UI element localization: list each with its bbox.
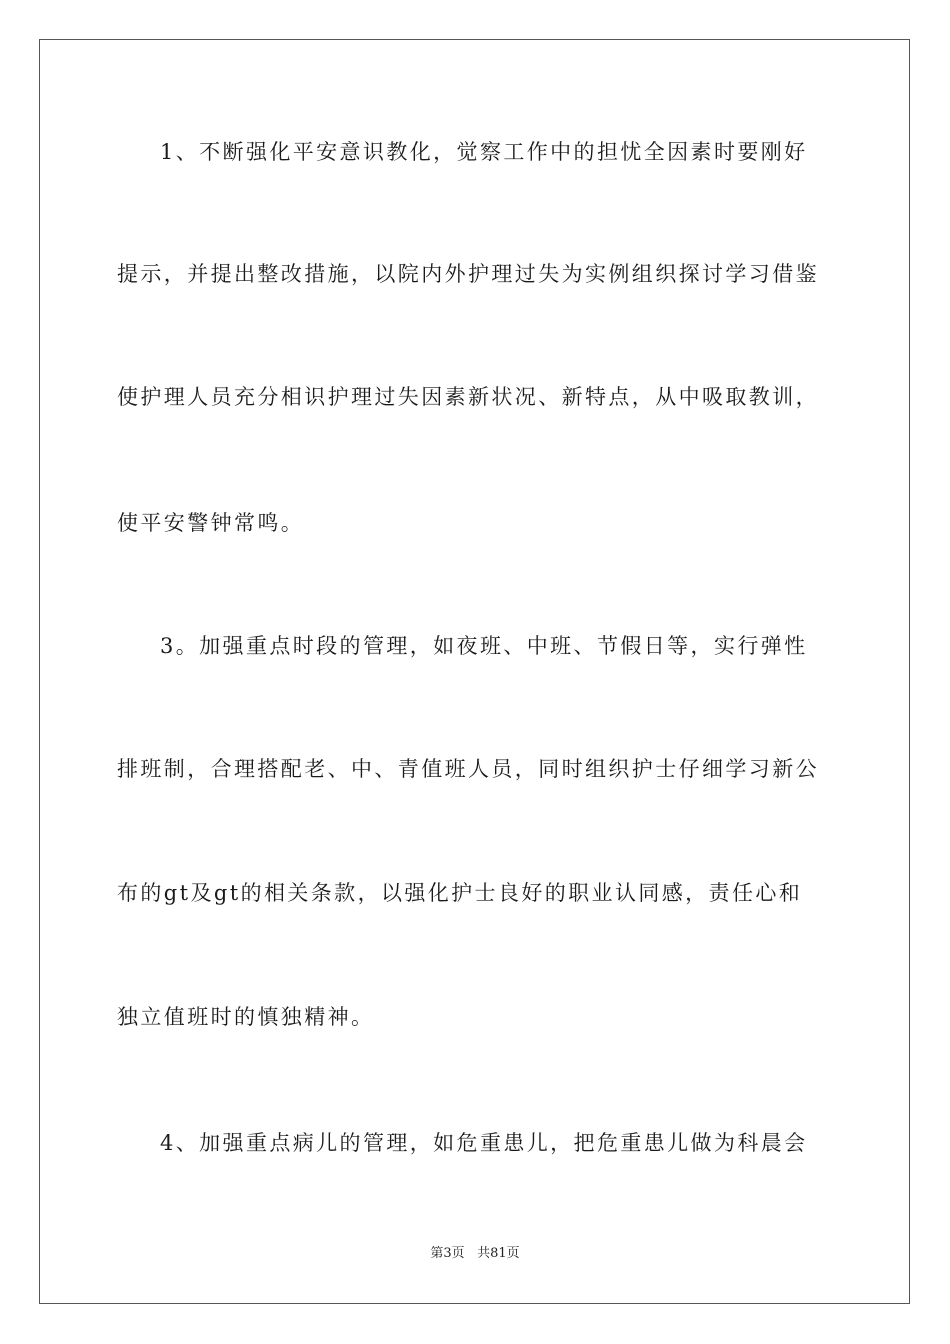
text-line: 3。加强重点时段的管理，如夜班、中班、节假日等，实行弹性 bbox=[160, 634, 808, 658]
text-line: 使平安警钟常鸣。 bbox=[117, 511, 305, 535]
page-footer bbox=[0, 1245, 950, 1263]
text-line: 排班制，合理搭配老、中、青值班人员，同时组织护士仔细学习新公 bbox=[117, 757, 819, 781]
text-line: 独立值班时的慎独精神。 bbox=[117, 1005, 375, 1029]
page-frame bbox=[39, 39, 910, 1304]
text-line: 1、不断强化平安意识教化，觉察工作中的担忧全因素时要刚好 bbox=[160, 140, 808, 164]
text-line: 布的gt及gt的相关条款，以强化护士良好的职业认同感，责任心和 bbox=[117, 881, 803, 905]
text-line: 使护理人员充分相识护理过失因素新状况、新特点，从中吸取教训， bbox=[117, 385, 819, 409]
text-line: 4、加强重点病儿的管理，如危重患儿，把危重患儿做为科晨会 bbox=[160, 1131, 808, 1155]
page-total: 共81页 bbox=[477, 1246, 520, 1261]
text-line: 提示，并提出整改措施，以院内外护理过失为实例组织探讨学习借鉴 bbox=[117, 262, 819, 286]
page-number: 第3页 bbox=[430, 1246, 465, 1261]
